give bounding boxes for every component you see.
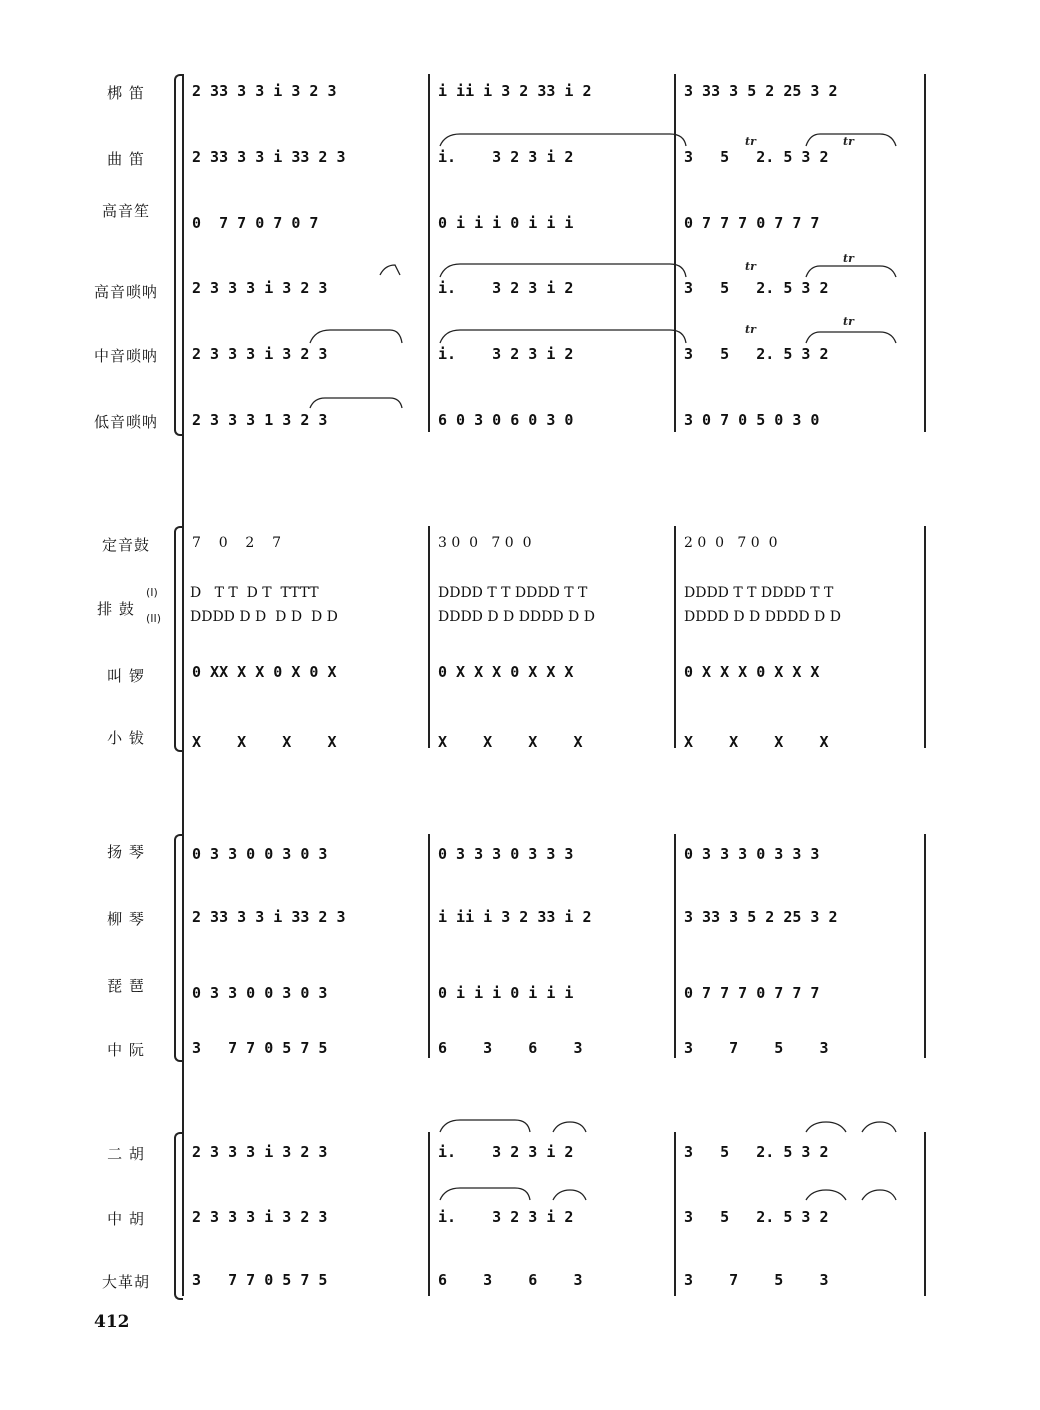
measure: 2 3 3 3 i 3 2 3: [192, 279, 328, 297]
measure: i. 3 2 3 i 2: [438, 1208, 574, 1226]
measure: DDDD D D D D D D: [190, 609, 338, 625]
instrument-label: 中 阮: [107, 1041, 145, 1059]
measure: 3 0 0 7 0 0: [438, 535, 532, 551]
measure: 0 3 3 0 0 3 0 3: [192, 984, 328, 1002]
measure: 2 3 3 3 i 3 2 3: [192, 345, 328, 363]
measure: 3 5 2. 5 3 2: [684, 345, 829, 363]
measure: DDDD D D DDDD D D: [684, 609, 841, 625]
instrument-label: 叫 锣: [107, 667, 145, 685]
measure: 0 X X X 0 X X X: [438, 663, 574, 681]
measure: 0 3 3 3 0 3 3 3: [438, 845, 574, 863]
measure: 0 7 7 7 0 7 7 7: [684, 214, 820, 232]
measure: 2 33 3 3 i 33 2 3: [192, 148, 346, 166]
measure: 0 i i i 0 i i i: [438, 984, 574, 1002]
measure: 3 7 7 0 5 7 5: [192, 1271, 328, 1289]
measure: 6 0 3 0 6 0 3 0: [438, 411, 574, 429]
measure: i. 3 2 3 i 2: [438, 279, 574, 297]
svg-text:tr: tr: [745, 323, 756, 336]
measure: 3 33 3 5 2 25 3 2: [684, 82, 838, 100]
measure: i ii i 3 2 33 i 2: [438, 908, 592, 926]
measure: 2 0 0 7 0 0: [684, 535, 778, 551]
measure: 3 7 7 0 5 7 5: [192, 1039, 328, 1057]
instrument-label: 高音唢呐: [93, 283, 158, 301]
instrument-label: 排 鼓: [97, 600, 135, 618]
measure: i ii i 3 2 33 i 2: [438, 82, 592, 100]
measure: 0 XX X X 0 X 0 X: [192, 663, 337, 681]
instrument-label: 柳 琴: [107, 910, 145, 928]
instrument-label: 扬 琴: [107, 843, 145, 861]
instrument-label: 中 胡: [107, 1210, 145, 1228]
measure: 0 3 3 0 0 3 0 3: [192, 845, 328, 863]
measure: 3 7 5 3: [684, 1039, 829, 1057]
measure: 6 3 6 3: [438, 1039, 583, 1057]
svg-text:tr: tr: [745, 260, 756, 273]
sub-label: (II): [146, 612, 162, 625]
measure: 3 7 5 3: [684, 1271, 829, 1289]
svg-text:tr: tr: [843, 135, 854, 148]
measure: 3 33 3 5 2 25 3 2: [684, 908, 838, 926]
measure: DDDD T T DDDD T T: [684, 585, 834, 601]
instrument-label: 二 胡: [107, 1145, 145, 1163]
instrument-label: 定音鼓: [101, 536, 150, 554]
measure: 0 7 7 0 7 0 7: [192, 214, 319, 232]
instrument-label: 大革胡: [101, 1273, 150, 1291]
measure: 0 i i i 0 i i i: [438, 214, 574, 232]
measure: 7 0 2 7: [192, 535, 282, 551]
measure: X X X X: [192, 733, 337, 751]
measure: 0 7 7 7 0 7 7 7: [684, 984, 820, 1002]
measure: 3 0 7 0 5 0 3 0: [684, 411, 820, 429]
measure: 6 3 6 3: [438, 1271, 583, 1289]
measure: DDDD D D DDDD D D: [438, 609, 595, 625]
measure: 0 X X X 0 X X X: [684, 663, 820, 681]
instrument-label: 低音唢呐: [93, 413, 158, 431]
instrument-label: 琵 琶: [107, 977, 145, 995]
svg-text:tr: tr: [843, 315, 854, 328]
instrument-label: 中音唢呐: [93, 347, 158, 365]
measure: i. 3 2 3 i 2: [438, 345, 574, 363]
instrument-label: 曲 笛: [107, 150, 145, 168]
measure: 2 3 3 3 i 3 2 3: [192, 1143, 328, 1161]
measure: D T T D T TTTT: [190, 585, 319, 601]
measure: i. 3 2 3 i 2: [438, 1143, 574, 1161]
measure: 3 5 2. 5 3 2: [684, 148, 829, 166]
instrument-label: 梆 笛: [107, 84, 145, 102]
svg-text:tr: tr: [843, 252, 854, 265]
measure: DDDD T T DDDD T T: [438, 585, 588, 601]
instrument-label: 小 钹: [107, 729, 145, 747]
svg-text:tr: tr: [745, 135, 756, 148]
measure: 2 33 3 3 i 33 2 3: [192, 908, 346, 926]
measure: X X X X: [684, 733, 829, 751]
measure: X X X X: [438, 733, 583, 751]
measure: i. 3 2 3 i 2: [438, 148, 574, 166]
measure: 2 3 3 3 i 3 2 3: [192, 1208, 328, 1226]
page-number: 412: [94, 1312, 130, 1332]
measure: 3 5 2. 5 3 2: [684, 1208, 829, 1226]
measure: 0 3 3 3 0 3 3 3: [684, 845, 820, 863]
measure: 3 5 2. 5 3 2: [684, 279, 829, 297]
instrument-label: 高音笙: [101, 202, 150, 220]
measure: 2 33 3 3 i 3 2 3: [192, 82, 337, 100]
measure: 2 3 3 3 1 3 2 3: [192, 411, 328, 429]
sub-label: (I): [146, 586, 158, 599]
measure: 3 5 2. 5 3 2: [684, 1143, 829, 1161]
